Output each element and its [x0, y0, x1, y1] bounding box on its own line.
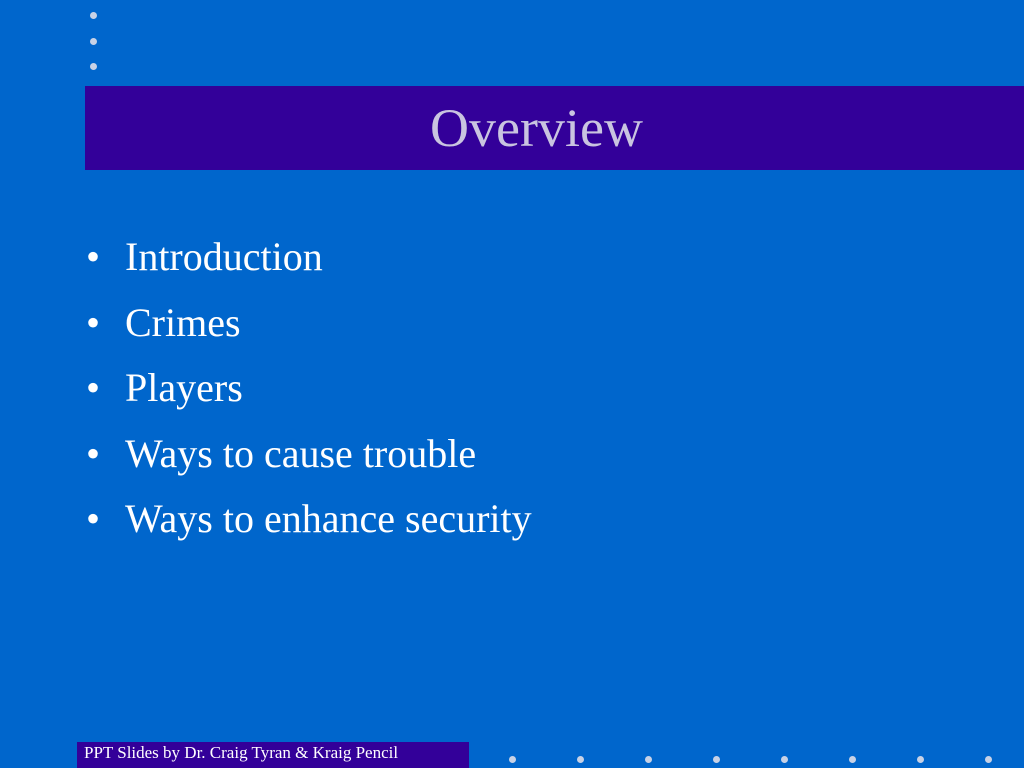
- decorative-dot: [90, 63, 97, 70]
- slide-title: Overview: [430, 98, 643, 158]
- bullet-marker: •: [86, 234, 101, 279]
- decorative-dot: [985, 756, 992, 763]
- bullet-text: Introduction: [125, 234, 323, 279]
- decorative-dot: [713, 756, 720, 763]
- bullet-marker: •: [86, 430, 101, 476]
- decorative-dot: [577, 756, 584, 763]
- bullet-marker: •: [86, 365, 101, 410]
- decorative-dot: [917, 756, 924, 763]
- bullet-text: Ways to cause trouble: [125, 430, 477, 476]
- decorative-dot: [849, 756, 856, 763]
- title-bar: [85, 86, 1024, 170]
- decorative-dot: [90, 38, 97, 45]
- bullet-text: Players: [125, 365, 243, 410]
- decorative-dot: [90, 12, 97, 19]
- bullet-text: Crimes: [125, 299, 241, 345]
- bullet-marker: •: [86, 496, 101, 541]
- footer-credit: PPT Slides by Dr. Craig Tyran & Kraig Pencil: [77, 742, 469, 768]
- decorative-dot: [509, 756, 516, 763]
- decorative-dot: [781, 756, 788, 763]
- decorative-dot: [645, 756, 652, 763]
- bullet-text: Ways to enhance security: [125, 496, 532, 541]
- bullet-marker: •: [86, 299, 101, 345]
